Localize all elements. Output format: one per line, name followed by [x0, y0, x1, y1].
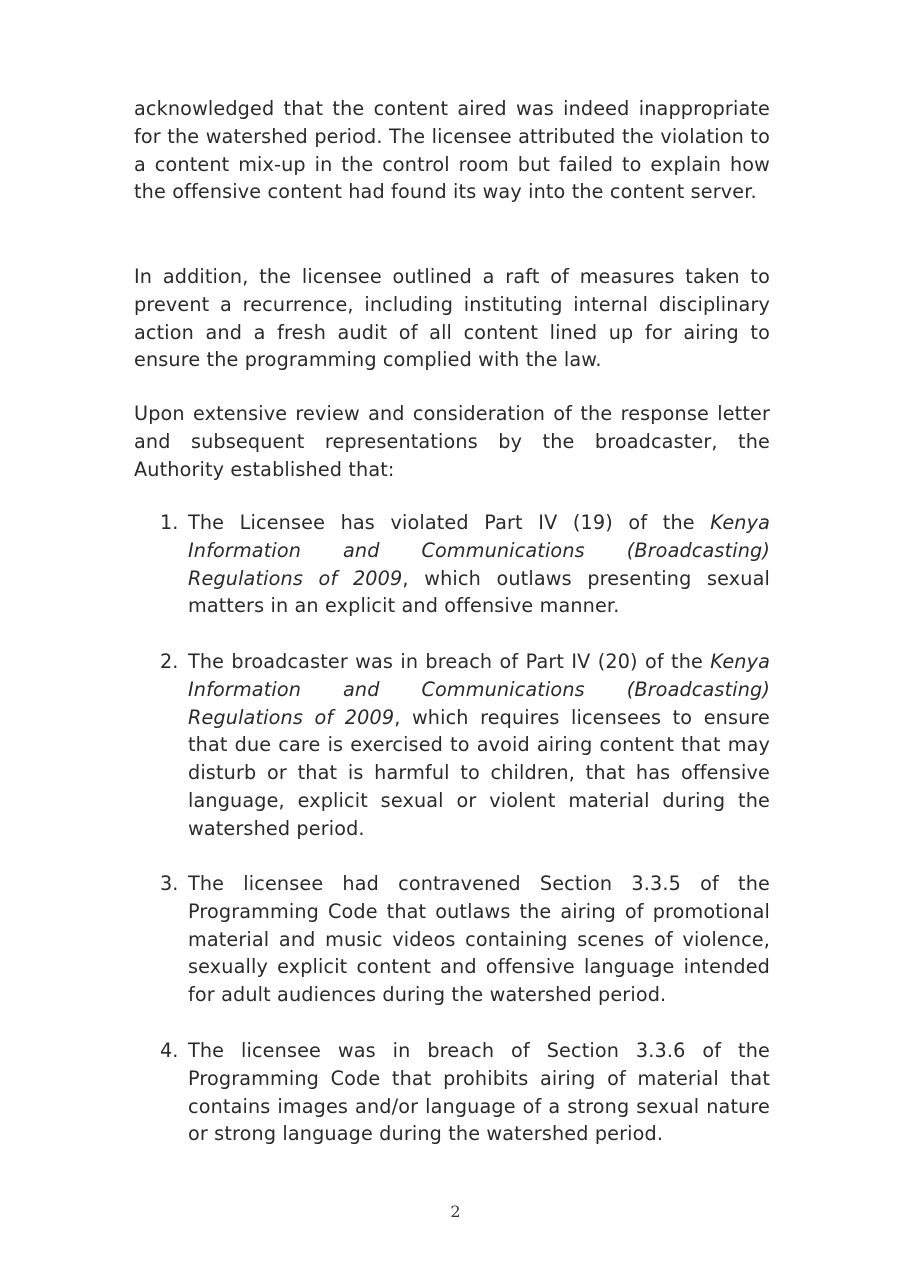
- finding-text-lead: The broadcaster was in breach of Part IV (20) of the: [188, 650, 711, 673]
- finding-text-tail: , which requires licensees to ensure that due care is exercised to avoid airing content that may disturb or that is harmful to children, that has offensive language, explicit sexual or violent material during the watershed period.: [188, 705, 770, 840]
- finding-item-1: [160, 509, 770, 620]
- finding-item-4: [160, 1037, 770, 1148]
- findings-list: [160, 509, 770, 1189]
- finding-text-tail: , which outlaws presenting sexual matters in an explicit and offensive manner.: [188, 566, 770, 618]
- finding-item-2: [160, 648, 770, 843]
- finding-text: [188, 648, 770, 843]
- finding-text-lead: The Licensee has violated Part IV (19) of the: [188, 511, 711, 534]
- finding-number: 2.: [160, 650, 179, 673]
- page-number: 2: [450, 1202, 461, 1221]
- finding-number: 1.: [160, 511, 179, 534]
- finding-number: 3.: [160, 872, 179, 895]
- finding-text: The licensee had contravened Section 3.3.5 of the Programming Code that outlaws the airing of promotional material and music videos containing scenes of violence, sexually explicit content and offensive language intended for adult audiences during the watershed period.: [188, 872, 770, 1007]
- paragraph-authority-findings-intro: Upon extensive review and consideration of the response letter and subsequent representations by the broadcaster, the Authority established that:: [134, 402, 770, 481]
- finding-text: The licensee was in breach of Section 3.3.6 of the Programming Code that prohibits airing of material that contains images and/or language of a strong sexual nature or strong language during the watershed period.: [188, 1039, 770, 1146]
- regulation-title: Kenya Information and Communications (Broadcasting) Regulations of 2009: [188, 650, 770, 729]
- finding-item-3: [160, 870, 770, 1009]
- finding-text: [188, 509, 770, 620]
- paragraph-licensee-acknowledgement: acknowledged that the content aired was indeed inappropriate for the watershed period. The licensee attributed the violation to a content mix-up in the control room but failed to explain how the offensive content had found its way into the content server.: [134, 97, 770, 204]
- finding-number: 4.: [160, 1039, 179, 1062]
- regulation-title: Kenya Information and Communications (Broadcasting) Regulations of 2009: [188, 511, 770, 590]
- paragraph-measures-taken: In addition, the licensee outlined a raft of measures taken to prevent a recurrence, including instituting internal disciplinary action and a fresh audit of all content lined up for airing to ensure the programming complied with the law.: [134, 265, 770, 372]
